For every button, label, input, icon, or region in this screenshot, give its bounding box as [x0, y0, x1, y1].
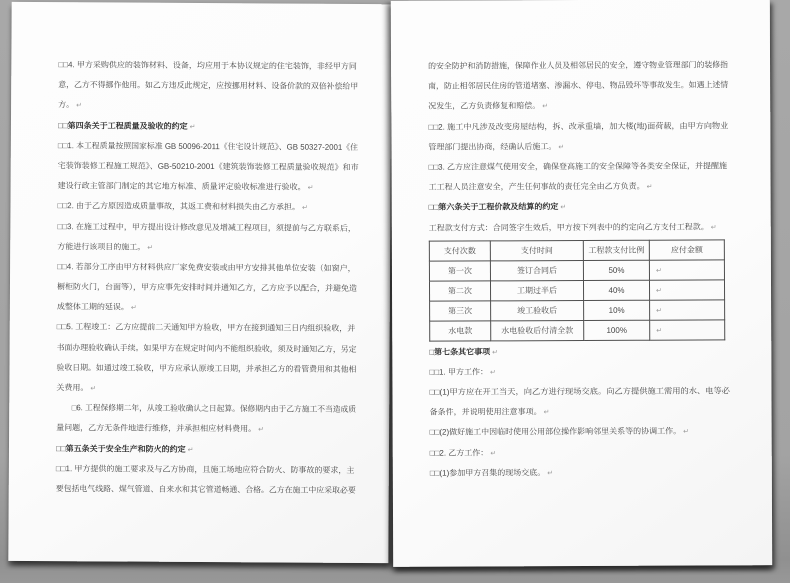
contract-page-right — [391, 0, 772, 567]
line-text: 验收日期。如通过竣工验收，甲方应承认原竣工日期，并承担乙方的看管费用和其他相 — [56, 362, 357, 374]
text-line — [56, 418, 356, 440]
paragraph-end-mark: ↵ — [258, 426, 264, 434]
payment-header-cell — [490, 240, 583, 260]
text-line — [430, 442, 730, 463]
paragraph-end-mark: ↵ — [187, 446, 194, 454]
cell-text: 工期过半后 — [517, 285, 558, 295]
text-line — [429, 361, 729, 382]
payment-cell — [584, 300, 650, 320]
text-line — [57, 338, 357, 360]
text-line — [428, 156, 728, 177]
clause-paragraph — [429, 381, 729, 423]
paragraph-end-mark: ↵ — [656, 327, 663, 335]
line-text: □□(1)参加甲方召集的现场交底。 — [429, 467, 546, 478]
line-text: 南，防止相邻居民住房的管道堵塞、渗漏水、停电、物品毁坏等事故发生。如遇上述情 — [428, 80, 729, 91]
cell-text: 第一次 — [447, 266, 472, 276]
line-text: 的安全防护和消防措施，保障作业人员及相邻居民的安全，遵守物业管理部门的装修指 — [428, 60, 729, 71]
line-text: 橱柜防火门，台面等），甲方应事先安排时间并通知乙方，乙方应予以配合，并避免造 — [56, 282, 357, 294]
text-line — [56, 459, 356, 481]
payment-cell — [490, 260, 583, 280]
line-text: □□第四条关于工程质量及验收的约定 — [57, 120, 188, 131]
line-text: 成整体工期的延误。 — [56, 302, 129, 312]
paragraph-end-mark: ↵ — [307, 184, 314, 192]
text-line — [429, 217, 729, 238]
cell-text: 工程款支付比例 — [588, 245, 645, 255]
text-line — [56, 439, 356, 461]
text-line — [56, 479, 356, 501]
cell-text: 签订合同后 — [516, 265, 557, 275]
clause-paragraph — [56, 398, 356, 440]
payment-table-row — [429, 280, 724, 301]
text-line — [58, 55, 358, 77]
clause-paragraph — [430, 442, 730, 463]
cell-text: 水电验收后付清全款 — [501, 325, 574, 336]
paragraph-end-mark: ↵ — [547, 469, 554, 477]
line-text: 量问题，乙方无条件地进行维修，并承担相应材料费用。 — [56, 423, 257, 434]
contract-page-left-text — [56, 55, 359, 501]
cell-text: 支付次数 — [443, 246, 476, 256]
line-text: 意，乙方不得挪作他用。如乙方违反此规定，应按挪用材料、设备价款的双倍补偿给甲 — [58, 80, 359, 92]
text-line — [428, 96, 728, 117]
clause-paragraph — [58, 136, 358, 198]
text-line — [57, 196, 357, 218]
text-line — [430, 462, 730, 483]
line-text: 方。 — [58, 100, 75, 110]
clause-paragraph — [430, 422, 730, 443]
clause-paragraph — [57, 217, 357, 259]
clause-heading — [429, 341, 729, 362]
payment-table-row — [429, 260, 724, 281]
payment-header-cell — [649, 240, 724, 260]
clause-paragraph — [56, 318, 356, 401]
payment-cell — [430, 321, 491, 341]
text-line — [430, 402, 730, 423]
cell-text: 水电款 — [448, 326, 473, 336]
clause-paragraph — [430, 462, 730, 483]
text-line — [428, 76, 728, 97]
line-text: □□1. 甲方提供的施工要求及与乙方协商，且施工场地应符合防火、防事故的要求，主 — [55, 463, 355, 475]
text-line — [57, 277, 357, 299]
paragraph-end-mark: ↵ — [147, 244, 154, 252]
text-line — [58, 96, 358, 118]
payment-cell — [429, 281, 490, 301]
paragraph-end-mark: ↵ — [90, 385, 97, 393]
payment-schedule-table — [429, 239, 725, 341]
payment-cell — [491, 300, 584, 320]
paragraph-end-mark: ↵ — [490, 449, 497, 458]
contract-page-left — [8, 2, 391, 563]
text-line — [57, 217, 357, 239]
text-line — [56, 398, 356, 420]
paragraph-end-mark: ↵ — [656, 307, 663, 315]
text-line — [58, 75, 358, 97]
line-text: 管理部门提出协商，经确认后施工。 — [428, 141, 557, 152]
clause-heading — [56, 439, 356, 461]
text-line — [58, 156, 358, 178]
cell-text: 应付金额 — [670, 245, 703, 255]
cell-text: 100% — [606, 325, 627, 335]
line-text: 工程款支付方式：合同签字生效后，甲方按下列表中的约定向乙方支付工程款。 — [428, 221, 709, 233]
clause-paragraph — [57, 257, 357, 319]
cell-text: 竣工验收后 — [517, 305, 558, 315]
line-text: □□4. 甲方采购供应的装饰材料、设备，均应用于本协议规定的住宅装饰，非经甲方同 — [58, 60, 357, 71]
text-line — [58, 176, 358, 198]
line-text: 备条件，并说明使用注意事项。 — [429, 407, 542, 417]
line-text: □□2. 由于乙方原因造成质量事故，其返工费和材料损失由乙方承担。 — [57, 201, 301, 212]
payment-cell — [491, 320, 584, 340]
payment-header-cell — [429, 241, 490, 261]
text-line — [429, 341, 729, 362]
paragraph-end-mark: ↵ — [489, 369, 496, 377]
text-line — [429, 381, 729, 402]
line-text: 方能进行该项目的施工。 — [57, 241, 146, 252]
text-line — [57, 297, 357, 319]
paragraph-end-mark: ↵ — [656, 287, 662, 295]
cell-text: 50% — [608, 265, 625, 275]
line-text: □□(1)甲方应在开工当天，向乙方进行现场交底。向乙方提供施工需用的水、电等必 — [429, 386, 730, 397]
line-text: 要包括电气线路、煤气管道、自来水和其它管道畅通、合格。乙方在施工中应采取必要 — [55, 484, 356, 495]
cell-text: 支付时间 — [520, 245, 553, 255]
text-line — [429, 176, 729, 197]
line-text: 建设行政主管部门制定的其它地方标准、质量评定验收标准进行验收。 — [57, 181, 306, 192]
cell-text: 第二次 — [448, 286, 473, 296]
clause-paragraph — [57, 196, 357, 218]
clause-paragraph — [429, 361, 729, 382]
line-text: □□第五条关于安全生产和防火的约定 — [55, 443, 186, 454]
text-line — [56, 378, 356, 400]
line-text: 况发生，乙方负责修复和赔偿。 — [428, 101, 541, 112]
line-text: 宅装饰装修工程施工规范》、GB-50210-2001《建筑装饰装修工程质量验收规范》和市 — [57, 161, 359, 172]
line-text: □□2. 乙方工作： — [429, 448, 489, 458]
paragraph-end-mark: ↵ — [543, 409, 550, 417]
payment-cell — [649, 280, 724, 300]
payment-table-row — [430, 320, 725, 341]
text-line — [57, 257, 357, 279]
payment-table-header-row — [429, 240, 724, 261]
line-text: □□5. 工程竣工：乙方应提前二天通知甲方验收，甲方在接到通知三日内组织验收，并 — [56, 322, 356, 334]
paragraph-end-mark: ↵ — [301, 204, 308, 212]
paragraph-end-mark: ↵ — [76, 102, 82, 110]
text-line — [429, 197, 729, 218]
line-text: □□1. 本工程质量按照国家标准 GB 50096-2011《住宅设计规范》、GB 50327-2001《住 — [57, 140, 359, 152]
payment-cell — [429, 261, 490, 281]
line-text: □□3. 在施工过程中，甲方提出设计修改意见及增减工程项目，须提前与乙方联系后， — [57, 221, 356, 233]
paragraph-end-mark: ↵ — [189, 123, 196, 131]
clause-paragraph — [428, 55, 728, 117]
paragraph-end-mark: ↵ — [130, 304, 137, 312]
line-text: 关费用。 — [56, 383, 89, 393]
clause-paragraph — [58, 55, 358, 117]
payment-cell — [583, 260, 649, 280]
clause-heading — [58, 116, 358, 138]
paragraph-end-mark: ↵ — [683, 428, 689, 436]
line-text: □□2. 施工中凡涉及改变房屋结构，拆、改承重墙，加大楼(地)面荷载，由甲方向物业 — [428, 120, 729, 132]
paragraph-end-mark: ↵ — [542, 103, 549, 111]
payment-cell — [490, 280, 583, 300]
text-line — [56, 358, 356, 380]
payment-header-cell — [583, 240, 649, 260]
text-line — [57, 318, 357, 340]
line-text: □□3. 乙方应注意煤气使用安全，确保登高施工的安全保障等各类安全保证，并提醒施 — [428, 161, 728, 172]
payment-cell — [650, 300, 725, 320]
paragraph-end-mark: ↵ — [710, 223, 717, 231]
line-text: □6. 工程保修期二年，从竣工验收确认之日起算。保修期内由于乙方施工不当造成质 — [56, 403, 356, 415]
line-text: □□(2)做好施工中因临时使用公用部位操作影响邻里关系等的协调工作。 — [429, 427, 682, 438]
clause-heading — [429, 197, 729, 218]
line-text: □□第六条关于工程价款及结算的约定 — [428, 202, 559, 212]
payment-cell — [430, 301, 491, 321]
text-line — [58, 136, 358, 158]
clause-paragraph — [429, 217, 729, 238]
text-line — [430, 422, 730, 443]
paragraph-end-mark: ↵ — [655, 267, 662, 275]
cell-text: 40% — [608, 285, 625, 295]
clause-paragraph — [428, 156, 728, 198]
line-text: 书面办理验收确认手续。如果甲方在规定时间内不能组织验收，须及时通知乙方，另定 — [56, 342, 357, 354]
paragraph-end-mark: ↵ — [558, 143, 565, 151]
line-text: 工工程人员注意安全，产生任何事故的责任完全由乙方负责。 — [428, 181, 645, 192]
text-line — [428, 136, 728, 157]
paragraph-end-mark: ↵ — [492, 349, 499, 357]
text-line — [57, 237, 357, 259]
payment-cell — [649, 260, 724, 280]
payment-table-row — [430, 300, 725, 321]
payment-cell — [650, 320, 725, 340]
line-text: □□4. 若部分工序由甲方材料供应厂家免费安装或由甲方安排其他单位安装（如窗户， — [57, 262, 356, 273]
text-line — [428, 116, 728, 137]
clause-paragraph — [56, 459, 356, 501]
paragraph-end-mark: ↵ — [646, 183, 653, 191]
contract-page-right-text — [428, 55, 730, 483]
cell-text: 10% — [608, 305, 625, 315]
cell-text: 第三次 — [448, 306, 473, 316]
paragraph-end-mark: ↵ — [560, 204, 567, 212]
text-line — [428, 55, 728, 76]
payment-cell — [584, 320, 650, 340]
clause-paragraph — [428, 116, 728, 158]
text-line — [58, 116, 358, 138]
payment-cell — [583, 280, 649, 300]
line-text: □□1. 甲方工作： — [429, 367, 488, 377]
line-text: □第七条其它事项 — [429, 347, 491, 357]
